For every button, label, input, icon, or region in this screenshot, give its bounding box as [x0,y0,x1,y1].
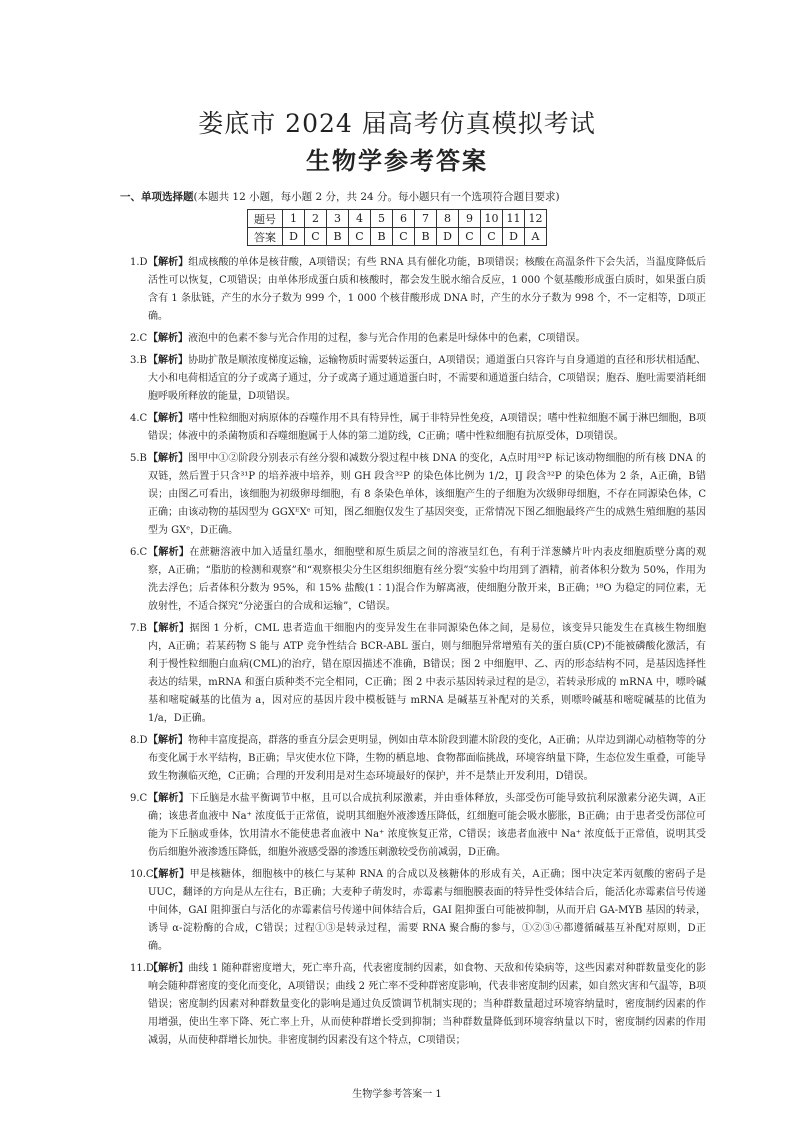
answer-cell: B [371,228,393,246]
answer-cell: D [437,228,459,246]
explanation-text: 液泡中的色素不参与光合作用的过程，参与光合作用的色素是叶绿体中的色素，C项错误。 [188,333,586,344]
analysis-tag: 【解析】 [148,963,189,974]
page-footer: 生物学参考答案一 1 [352,1089,442,1100]
explanation-item [132,732,706,786]
analysis-tag: 【解析】 [148,793,189,804]
explanation-text: 在蔗糖溶液中加入适量红墨水，细胞壁和原生质层之间的溶液呈红色，有利于洋葱鳞片叶内表皮细胞质壁分离的观察，A正确；“脂肪的检测和观察”和“观察根尖分生区组织细胞有丝分裂”实验中均用到了酒精，前者体积分数为 50%，作用为洗去浮色；后者体积分数为 95%，和 15% 盐酸(1∶1)混合作为解离液，使细胞分散开来，B正确；¹⁸O 为稳定的同位素，无放射性，不适合探究“分泌蛋白的合成和运输”，C错误。 [148,547,707,612]
item-number: 11.D [130,963,154,974]
item-number: 2.C [130,333,148,344]
analysis-tag: 【解析】 [148,547,190,558]
explanation-item [132,620,706,728]
explanation-item [132,330,706,348]
explanation-item [132,450,706,540]
explanation-text: 协助扩散是顺浓度梯度运输，运输物质时需要转运蛋白，A项错误；通道蛋白只容许与自身通道的直径和形状相适配、大小和电荷相适宜的分子或离子通过，分子或离子通过通道蛋白时，不需要和通道蛋白结合，C项错误；胞吞、胞吐需要消耗细胞呼吸所释放的能量，D项错误。 [148,355,706,402]
answer-cell: D [503,228,525,246]
explanation-item [132,960,706,1050]
explanation-text: 甲是核糖体，细胞核中的核仁与某种 RNA 的合成以及核糖体的形成有关，A正确；图中决定苯丙氨酸的密码子是 UUC，翻译的方向是从左往右，B正确；大麦种子萌发时，赤霉素与细胞膜表面的特异性受体结合后，能活化赤霉素信号传递中间体，GAI 阻抑蛋白与活化的赤霉素信号传递中间体结合后，GAI 阻抑蛋白可能被抑制，从而开启 GA-MYB 基因的转录，诱导 α-淀粉酶的合成，C错误；过程①③是转录过程，需要 RNA 聚合酶的参与，①②③④都遵循碱基互补配对原则，D正确。 [148,869,706,952]
explanation-item [132,410,706,446]
answer-table-number-row [248,210,547,228]
item-number: 10.C [130,869,154,880]
question-number-cell: 3 [327,210,349,228]
item-number: 5.B [130,453,147,464]
answer-cell: C [349,228,371,246]
question-number-cell: 4 [349,210,371,228]
explanation-text: 曲线 1 随种群密度增大，死亡率升高，代表密度制约因素，如食物、天敌和传染病等，这些因素对种群数量变化的影响会随种群密度的变化而变化，A项错误；曲线 2 死亡率不受种群密度影响，代表非密度制约因素，如自然灾害和气温等，B项错误；密度制约因素对种群数量变化的影响是通过负反馈调节机制实现的；当种群数量超过环境容纳量时，密度制约因素的作用增强，使出生率下降、死亡率上升，从而使种群增长受到抑制；当种群数量降低到环境容纳量以下时，密度制约因素的作用减弱，从而使种群增长加快。非密度制约因素没有这个特点，C项错误； [148,963,706,1046]
item-number: 7.B [130,623,147,634]
explanation-item [132,544,706,616]
answer-table [247,209,547,246]
analysis-tag: 【解析】 [148,869,190,880]
number-row-label: 题号 [248,210,283,228]
explanation-item [132,254,706,326]
answer-cell: C [481,228,503,246]
explanations-list [132,254,706,1054]
answer-cell: C [459,228,481,246]
explanation-text: 据图 1 分析，CML 患者造血干细胞内的变异发生在非同源染色体之间，是易位，该变异只能发生在真核生物细胞内，A正确；若某药物 S 能与 ATP 竞争性结合 BCR-ABL 蛋白，则与细胞异常增殖有关的蛋白质(CP)不能被磷酸化激活，有利于慢性粒细胞白血病(CML)的治疗，错在原因描述不准确，B错误；图 2 中细胞甲、乙、丙的形态结构不同，是基因选择性表达的结果，mRNA 和蛋白质种类不完全相同，C正确；图 2 中表示基因转录过程的是②，若转录形成的 mRNA 中，嘌呤碱基和嘧啶碱基的比值为 a，因对应的基因片段中模板链与 mRNA 是碱基互补配对的关系，则嘌呤碱基和嘧啶碱基的比值为 1/a，D正确。 [148,623,706,724]
answer-cell: B [327,228,349,246]
question-number-cell: 6 [393,210,415,228]
exam-title: 娄底市 2024 届高考仿真模拟考试 [198,109,596,138]
analysis-tag: 【解析】 [148,333,188,344]
question-number-cell: 9 [459,210,481,228]
item-number: 1.D [130,257,148,268]
explanation-text: 物种丰富度提高，群落的垂直分层会更明显，例如由草本阶段到灌木阶段的变化，A正确；从岸边到湖心动植物等的分布变化属于水平结构，B正确；旱灾使水位下降，生物的栖息地、食物都面临挑战，环境容纳量下降，生态位发生重叠，可能导致生物濒临灭绝，C正确；合理的开发利用是对生态环境最好的保护，并不是禁止开发利用，D错误。 [148,735,706,782]
section-title: 一、单项选择题 [120,191,194,203]
explanation-text: 下丘脑是水盐平衡调节中枢，且可以合成抗利尿激素，并由垂体释放，头部受伤可能导致抗利尿激素分泌失调，A正确；该患者血液中 Na⁺ 浓度低于正常值，说明其细胞外液渗透压降低，红细胞可能会吸水膨胀，B正确；由于患者受伤部位可能为下丘脑或垂体，饮用清水不能使患者血液中 Na⁺ 浓度恢复正常，C错误；该患者血液中 Na⁺ 浓度低于正常值，说明其受伤后细胞外液渗透压降低，细胞外液感受器的渗透压刺激较受伤前减弱，D正确。 [148,793,707,858]
analysis-tag: 【解析】 [148,623,190,634]
section-heading [120,189,720,204]
answer-cell: A [525,228,547,246]
explanation-item [132,352,706,406]
question-number-cell: 10 [481,210,503,228]
analysis-tag: 【解析】 [148,735,189,746]
item-number: 9.C [130,793,148,804]
item-number: 4.C [130,413,148,424]
explanation-text: 组成核酸的单体是核苷酸，A项错误；有些 RNA 具有催化功能，B项错误；核酸在高温条件下会失活，当温度降低后活性可以恢复，C项错误；由单体形成蛋白质和核酸时，都会发生脱水缩合反应，1 000 个氨基酸形成蛋白质时，如果蛋白质含有 1 条肽链，产生的水分子数为 999 个，1 000 个核苷酸形成 DNA 时，产生的水分子数为 998 个，不一定相等，D项正确。 [148,257,706,322]
explanation-item [132,790,706,862]
item-number: 6.C [130,547,148,558]
answer-row-label: 答案 [248,228,283,246]
question-number-cell: 2 [305,210,327,228]
answer-cell: D [283,228,305,246]
explanation-item [132,866,706,956]
item-number: 3.B [130,355,147,366]
explanation-text: 嗜中性粒细胞对病原体的吞噬作用不具有特异性，属于非特异性免疫，A项错误；嗜中性粒细胞不属于淋巴细胞，B项错误；体液中的杀菌物质和吞噬细胞属于人体的第二道防线，C正确；嗜中性粒细胞有抗原受体，D项错误。 [148,413,706,442]
question-number-cell: 7 [415,210,437,228]
explanation-text: 图甲中①②阶段分别表示有丝分裂和减数分裂过程中核 DNA 的变化，A点时用³²P 标记该动物细胞的所有核 DNA 的双链，然后置于只含³¹P 的培养液中培养，则 GH 段含³²P 的染色体比例为 1/2，IJ 段含³²P 的染色体为 2 条，A正确，B错误；由图乙可看出，该细胞为初级卵母细胞，有 8 条染色单体，该细胞产生的子细胞为次级卵母细胞，不存在同源染色体，C正确；由该动物的基因型为 GGXᴱXᵉ 可知，图乙细胞仅发生了基因突变，正常情况下图乙细胞最终产生的成熟生殖细胞的基因型为 GXᵉ，D正确。 [148,453,707,536]
question-number-cell: 11 [503,210,525,228]
question-number-cell: 5 [371,210,393,228]
section-note: (本题共 12 小题，每小题 2 分，共 24 分。每小题只有一个选项符合题目要求) [193,191,560,203]
analysis-tag: 【解析】 [148,453,189,464]
answer-cell: C [393,228,415,246]
item-number: 8.D [130,735,148,746]
question-number-cell: 8 [437,210,459,228]
answer-table-answer-row [248,228,547,246]
question-number-cell: 1 [283,210,305,228]
answer-key-title: 生物学参考答案 [306,147,488,175]
answer-cell: B [415,228,437,246]
analysis-tag: 【解析】 [148,413,189,424]
question-number-cell: 12 [525,210,547,228]
analysis-tag: 【解析】 [148,257,189,268]
analysis-tag: 【解析】 [148,355,189,366]
answer-cell: C [305,228,327,246]
